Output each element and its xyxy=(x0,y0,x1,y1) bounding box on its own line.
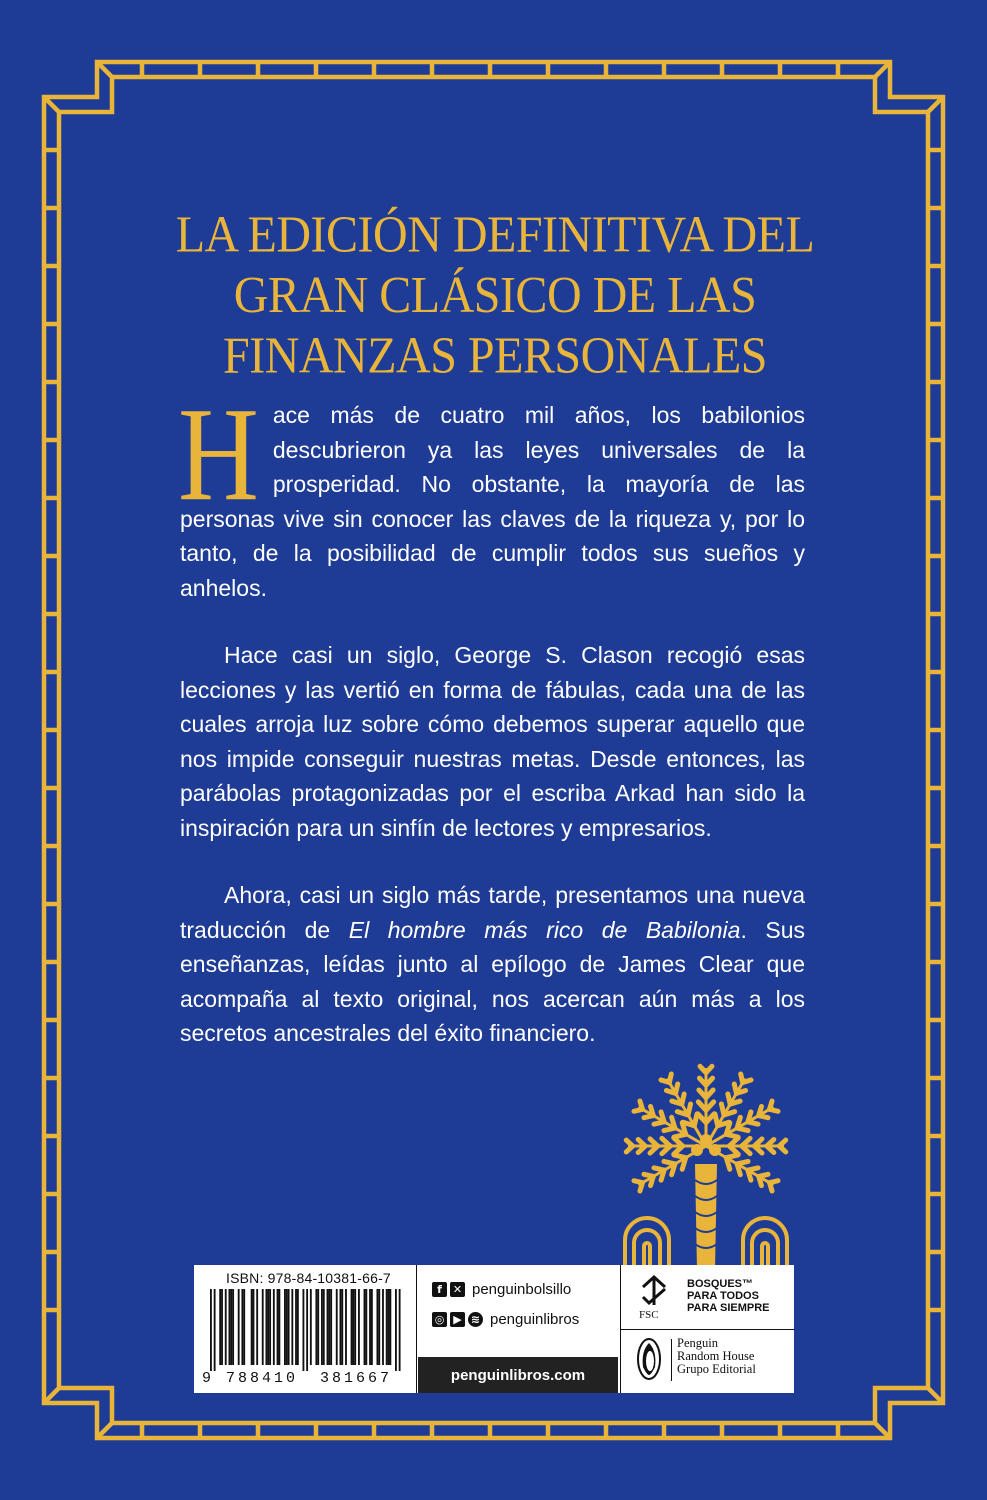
youtube-icon[interactable]: ▶ xyxy=(450,1312,465,1327)
headline-line: FINANZAS PERSONALES xyxy=(223,327,767,385)
headline-line: GRAN CLÁSICO DE LAS xyxy=(233,266,757,324)
paragraph-3-text: Ahora, casi un siglo más tarde, presentamos una nueva traducción de xyxy=(180,882,805,943)
publisher-name xyxy=(677,1337,756,1376)
publisher-info-panel xyxy=(194,1265,794,1393)
fsc-label: FSC xyxy=(639,1309,659,1321)
paragraph-1 xyxy=(178,380,805,605)
barcode xyxy=(208,1289,404,1371)
x-icon[interactable]: ✕ xyxy=(450,1282,465,1297)
social-section xyxy=(418,1265,618,1393)
publisher-line: Penguin xyxy=(677,1336,718,1350)
penguin-logo-icon xyxy=(635,1337,663,1381)
paragraph-3-text-end: . Sus enseñanzas, leídas junto al epílogo de James Clear que acompaña al texto original, nos acercan aún más a los secretos ancestrales del éxito financiero. xyxy=(180,916,806,1046)
drop-cap: H xyxy=(178,380,259,530)
social-handle[interactable]: penguinlibros xyxy=(490,1311,580,1328)
book-title: El hombre más rico de Babilonia xyxy=(348,916,741,943)
ean-digits-right: 381667 xyxy=(320,1370,393,1387)
paragraph-1-text: ace más de cuatro mil años, los babilonios descubrieron ya las leyes universales de la prosperidad. No obstante, la mayoría de las personas vive sin conocer las claves de la riqueza y, por lo tanto, de la posibilidad de cumplir todos sus sueños y anhelos. xyxy=(180,402,805,601)
fsc-slogan-line: PARA TODOS xyxy=(687,1290,759,1302)
publisher-line: Random House xyxy=(677,1349,755,1363)
publisher-line: Grupo Editorial xyxy=(677,1362,756,1376)
facebook-icon[interactable]: f xyxy=(432,1282,447,1297)
isbn-label: ISBN: 978-84-10381-66-7 xyxy=(226,1270,391,1286)
synopsis xyxy=(178,380,806,1084)
fsc-slogan-line: PARA SIEMPRE xyxy=(687,1302,770,1314)
spotify-icon[interactable]: ≋ xyxy=(468,1312,483,1327)
headline-line: LA EDICIÓN DEFINITIVA DEL xyxy=(175,206,815,264)
barcode-section xyxy=(194,1265,417,1393)
logo-divider xyxy=(671,1339,672,1381)
paragraph-2: Hace casi un siglo, George S. Clason recogió esas lecciones y las vertió en forma de fábulas, cada una de las cuales arroja luz sobre cómo debemos superar aquello que nos impide conseguir nuestras metas. Desde entonces, las parábolas protagonizadas por el escriba Arkad han sido la inspiración para un sinfín de lectores y empresarios. xyxy=(180,642,805,841)
social-row-1 xyxy=(432,1281,571,1298)
tree-check-icon xyxy=(639,1273,669,1307)
paragraph-3 xyxy=(180,878,805,1051)
fsc-logo xyxy=(621,1265,795,1330)
headline xyxy=(150,205,840,386)
fsc-slogan xyxy=(687,1278,770,1314)
social-row-2 xyxy=(432,1311,579,1328)
logos-section xyxy=(620,1265,795,1393)
social-handle[interactable]: penguinbolsillo xyxy=(472,1281,572,1298)
ean-digit-prefix: 9 xyxy=(202,1370,212,1387)
palm-tree-emblem xyxy=(625,1066,787,1270)
ean-digits-left: 788410 xyxy=(226,1370,299,1387)
instagram-icon[interactable]: ◎ xyxy=(432,1312,447,1327)
website-link[interactable]: penguinlibros.com xyxy=(418,1357,618,1393)
fsc-slogan-line: BOSQUES™ xyxy=(687,1278,754,1290)
